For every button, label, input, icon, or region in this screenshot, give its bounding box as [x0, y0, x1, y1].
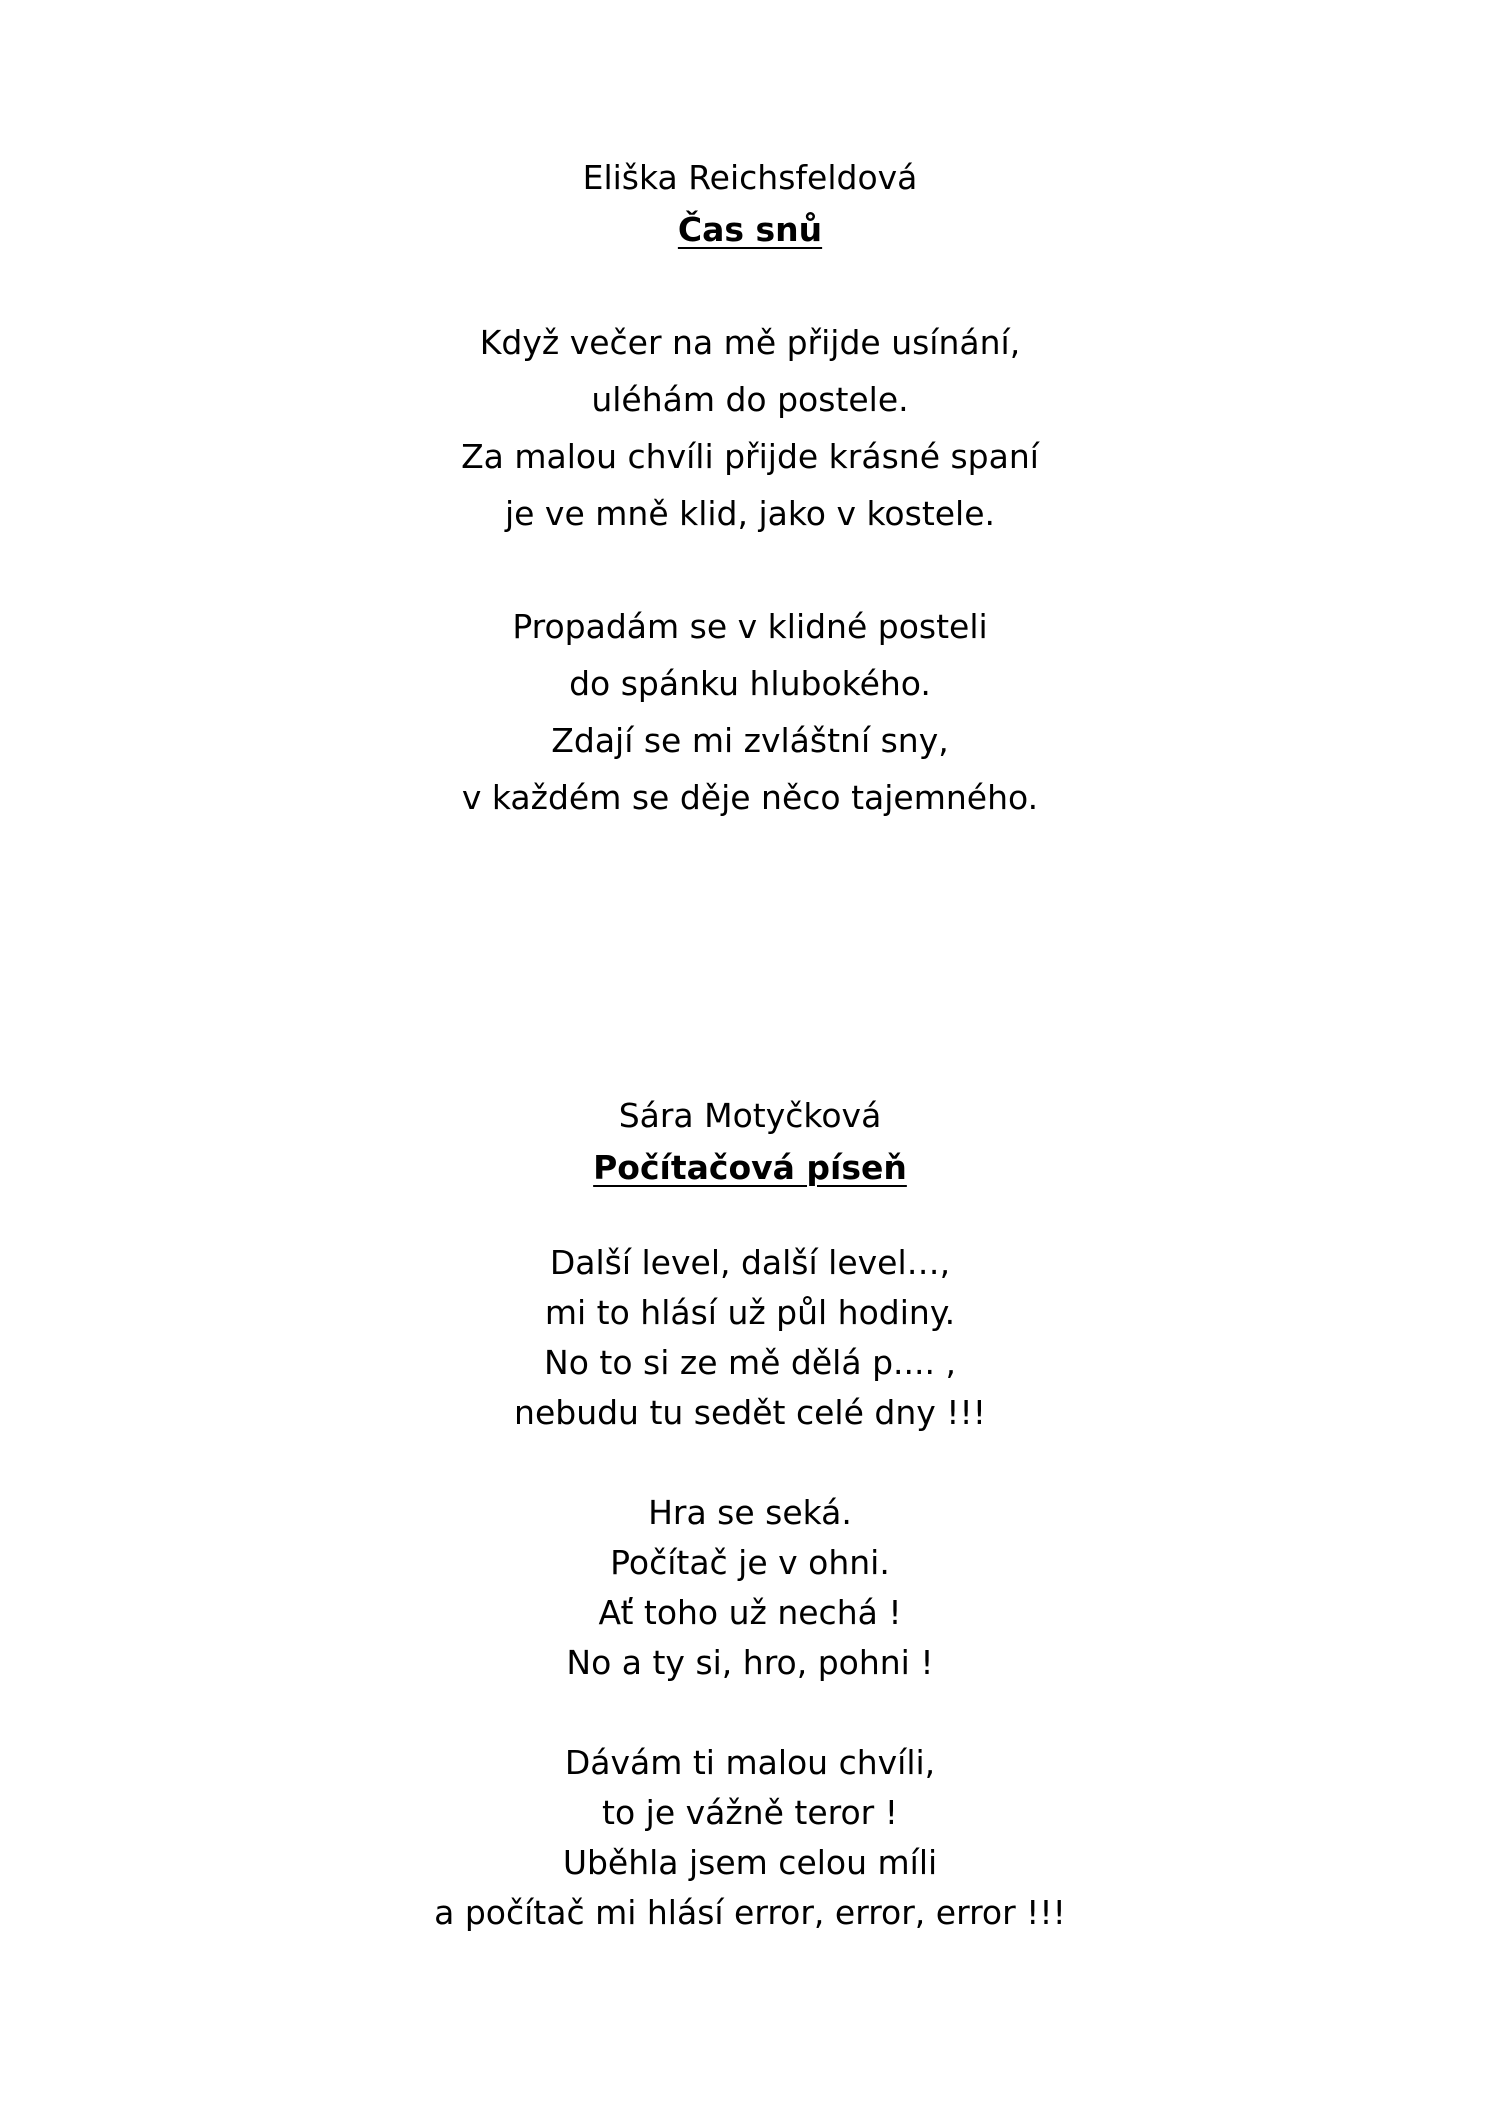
poem-line: No to si ze mě dělá p.... , [544, 1343, 956, 1382]
poem-body [0, 1238, 1500, 1938]
poem-line: Za malou chvíli přijde krásné spaní [461, 437, 1039, 476]
poem-line: Zdají se mi zvláštní sny, [551, 721, 949, 760]
poem-line: a počítač mi hlásí error, error, error !!! [434, 1893, 1066, 1932]
poem-author: Eliška Reichsfeldová [582, 158, 918, 197]
poem-line: je ve mně klid, jako v kostele. [504, 494, 996, 533]
poem-line: Hra se seká. [648, 1493, 852, 1532]
poem-cas-snu [0, 152, 1500, 826]
stanza [0, 314, 1500, 542]
stanza [0, 1238, 1500, 1438]
poem-line: mi to hlásí už půl hodiny. [544, 1293, 956, 1332]
stanza [0, 1488, 1500, 1688]
stanza [0, 1738, 1500, 1938]
poem-line: Počítač je v ohni. [610, 1543, 890, 1582]
poem-line: Další level, další level…, [549, 1243, 951, 1282]
poem-line: Když večer na mě přijde usínání, [479, 323, 1021, 362]
poem-line: Uběhla jsem celou míli [562, 1843, 938, 1882]
poem-line: v každém se děje něco tajemného. [461, 778, 1039, 817]
poem-line: nebudu tu sedět celé dny !!! [514, 1393, 986, 1432]
poem-line: do spánku hlubokého. [569, 664, 931, 703]
poem-line: Propadám se v klidné posteli [512, 607, 988, 646]
poem-title: Počítačová píseň [593, 1148, 907, 1187]
poem-line: to je vážně teror ! [602, 1793, 898, 1832]
stanza [0, 598, 1500, 826]
poem-body [0, 314, 1500, 826]
poem-title: Čas snů [677, 210, 823, 249]
poem-line: Dávám ti malou chvíli, [564, 1743, 936, 1782]
poem-line: No a ty si, hro, pohni ! [566, 1643, 934, 1682]
poem-line: Ať toho už nechá ! [598, 1593, 902, 1632]
poem-pocitacova-pisen [0, 1090, 1500, 1938]
poem-author: Sára Motyčková [618, 1096, 882, 1135]
poem-line: uléhám do postele. [591, 380, 909, 419]
